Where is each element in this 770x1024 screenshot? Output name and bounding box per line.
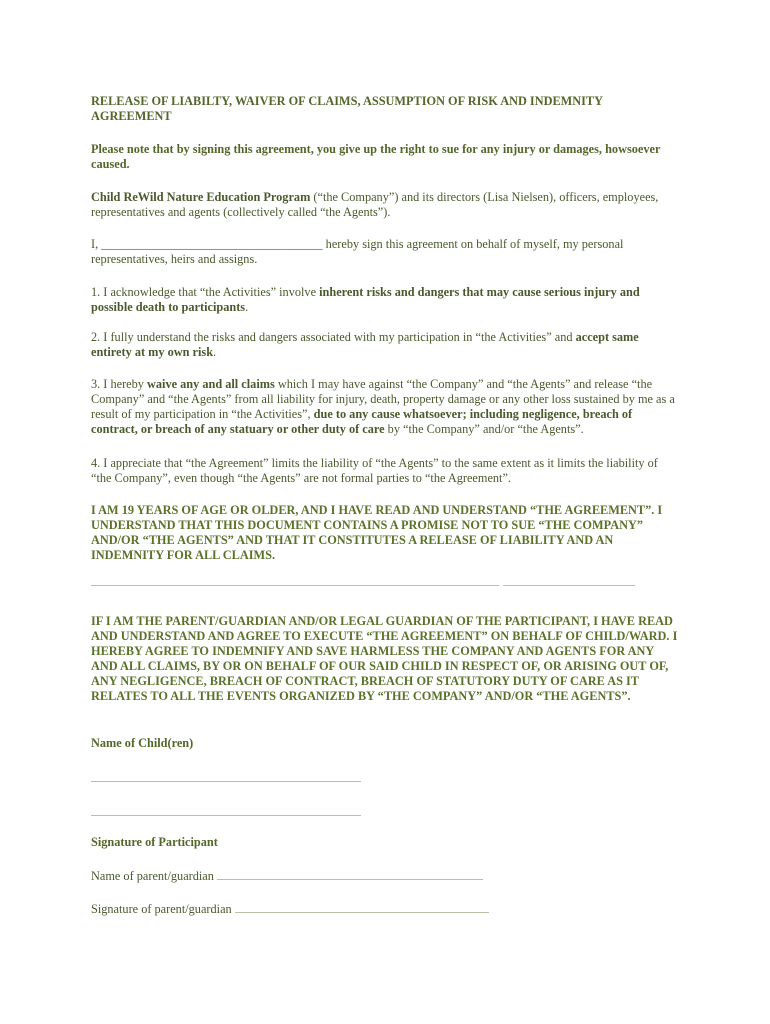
company-description: (“the Company”) and its directors (Lisa Nielsen), officers, employees, representatives and agents (collectively called “the Agents”).: [91, 190, 659, 219]
intro-paragraph: [91, 237, 681, 267]
participant-signature-line[interactable]: [91, 585, 499, 586]
parent-name-row: [91, 868, 681, 884]
clause-1-bold: inherent risks and dangers that may cause serious injury and possible death to participants: [91, 285, 640, 314]
parent-signature-row: [91, 901, 681, 917]
clause-3-bold-cause: due to any cause whatsoever; including negligence, breach of contract, or breach of any statuary or other duty of care: [91, 407, 633, 436]
child-name-line-2[interactable]: [91, 815, 361, 816]
clause-3-end: by “the Company” and/or “the Agents”.: [384, 422, 584, 436]
participant-name-blank[interactable]: ____________________________________: [101, 237, 323, 251]
clause-1-end: .: [245, 300, 249, 314]
date-signature-line[interactable]: [503, 585, 635, 586]
clause-3-middle: which I may have against “the Company” and “the Agents” and release “the Company” and “the Agents” from all liability for injury, death, property damage or any other loss sustained by me as a result of my participation in “the Activities”,: [91, 377, 675, 421]
clause-4: 4. I appreciate that “the Agreement” limits the liability of “the Agents” to the same extent as it limits the liability of “the Company”, even though “the Agents” are not formal parties to “the Agreement”.: [91, 456, 658, 485]
parent-signature-label: Signature of parent/guardian: [91, 902, 235, 916]
intro-rest: hereby sign this agreement on behalf of myself, my personal representatives, heirs and assigns.: [91, 237, 624, 266]
child-names-label: Name of Child(ren): [91, 736, 194, 750]
signature-participant-label: Signature of Participant: [91, 835, 218, 849]
clause-2-text: 2. I fully understand the risks and dangers associated with my participation in “the Activities” and: [91, 330, 576, 344]
company-paragraph: [91, 190, 681, 220]
notice-paragraph: Please note that by signing this agreement, you give up the right to sue for any injury or damages, howsoever caused.: [91, 142, 661, 171]
clause-3-bold-waive: waive any and all claims: [147, 377, 275, 391]
company-name: Child ReWild Nature Education Program: [91, 190, 311, 204]
parent-name-label: Name of parent/guardian: [91, 869, 217, 883]
clause-3: [91, 377, 681, 437]
clause-1: [91, 285, 681, 315]
intro-prefix: I,: [91, 237, 102, 251]
clause-1-text: 1. I acknowledge that “the Activities” involve: [91, 285, 320, 299]
child-name-line-1[interactable]: [91, 781, 361, 782]
parent-name-field[interactable]: [217, 868, 483, 880]
clause-2-end: .: [213, 345, 217, 359]
document-title: RELEASE OF LIABILTY, WAIVER OF CLAIMS, ASSUMPTION OF RISK AND INDEMNITY AGREEMENT: [91, 94, 603, 123]
clause-2-bold: accept same entirety at my own risk: [91, 330, 639, 359]
clause-3-text: 3. I hereby: [91, 377, 147, 391]
age-statement: I AM 19 YEARS OF AGE OR OLDER, AND I HAVE READ AND UNDERSTAND “THE AGREEMENT”. I UNDERSTAND THAT THIS DOCUMENT CONTAINS A PROMISE NOT TO SUE “THE COMPANY” AND/OR “THE AGENTS” AND THAT IT CONSTITUTES A RELEASE OF LIABILITY AND AN INDEMNITY FOR ALL CLAIMS.: [91, 503, 663, 562]
clause-2: [91, 330, 681, 360]
guardian-statement: IF I AM THE PARENT/GUARDIAN AND/OR LEGAL GUARDIAN OF THE PARTICIPANT, I HAVE READ AND UNDERSTAND AND AGREE TO EXECUTE “THE AGREEMENT” ON BEHALF OF CHILD/WARD. I HEREBY AGREE TO INDEMNIFY AND SAVE HARMLESS THE COMPANY AND AGENTS FOR ANY AND ALL CLAIMS, BY OR ON BEHALF OF OUR SAID CHILD IN RESPECT OF, OR ARISING OUT OF, ANY NEGLIGENCE, BREACH OF CONTRACT, BREACH OF STATUTORY DUTY OF CARE AS IT RELATES TO ALL THE EVENTS ORGANIZED BY “THE COMPANY” AND/OR “THE AGENTS”.: [91, 614, 678, 703]
parent-signature-field[interactable]: [235, 901, 489, 913]
